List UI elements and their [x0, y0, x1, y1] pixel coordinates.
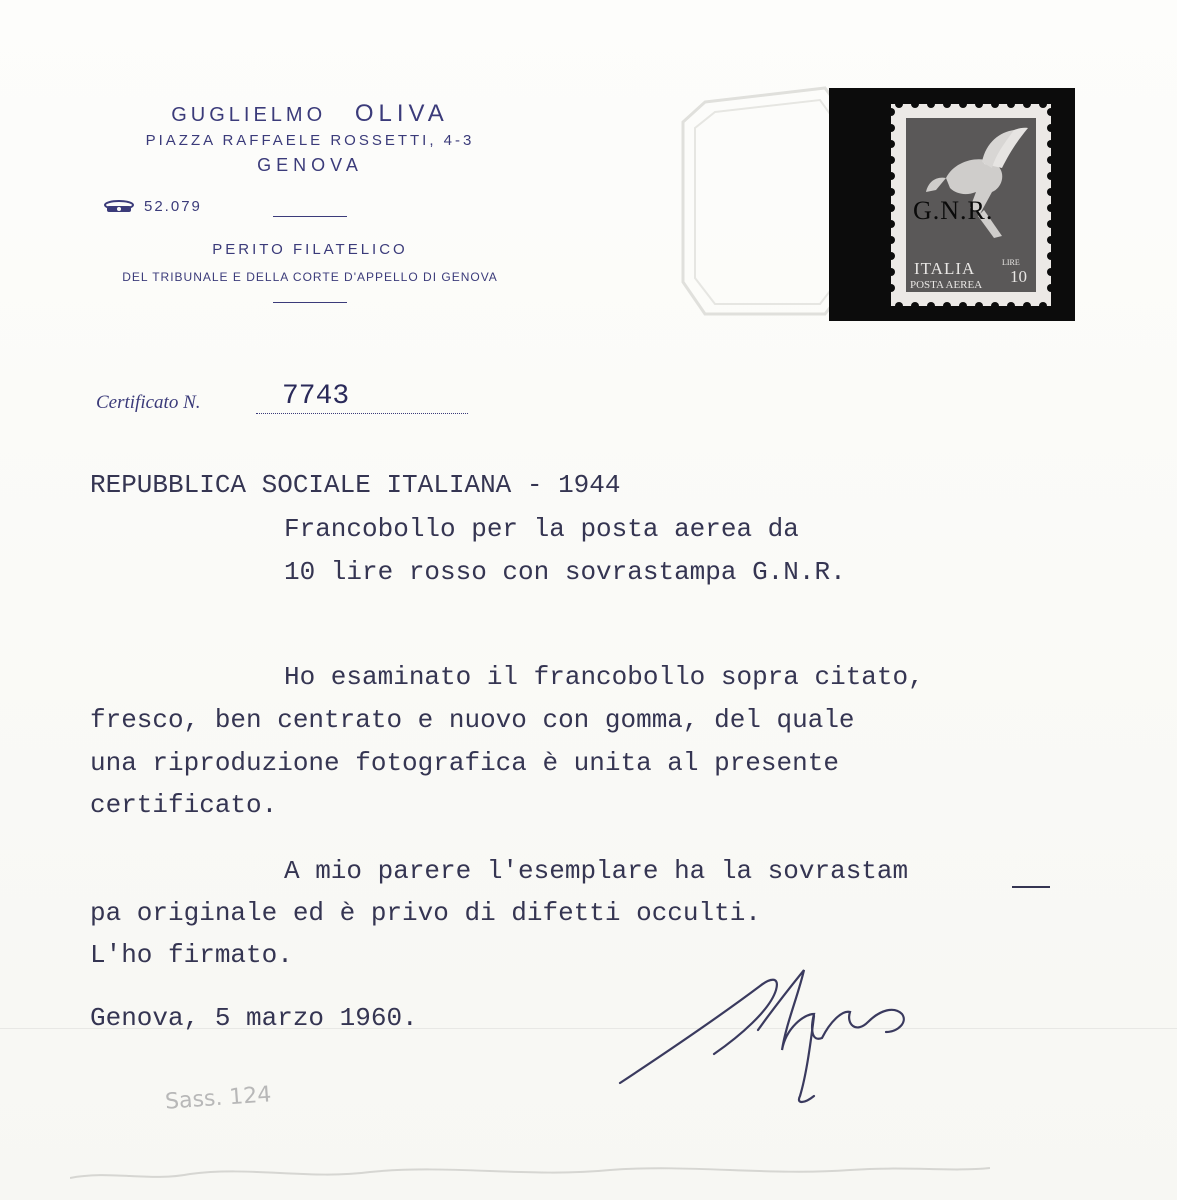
stamp-currency: LIRE	[1002, 258, 1020, 267]
date-line: Genova, 5 marzo 1960.	[90, 1003, 418, 1033]
examination-text-line: una riproduzione fotografica è unita al presente	[90, 748, 839, 778]
telephone-icon	[102, 199, 136, 215]
expert-name	[60, 100, 560, 128]
stamp-value: 10	[1010, 267, 1027, 286]
dotted-line	[256, 413, 468, 414]
certificate-number: 7743	[282, 381, 350, 412]
opinion-text-line: pa originale ed è privo di difetti occulti.	[90, 898, 761, 928]
opinion-text-line: L'ho firmato.	[90, 940, 293, 970]
examination-text-line: certificato.	[90, 790, 278, 820]
letterhead-divider	[273, 302, 347, 303]
pegasus-icon	[906, 118, 1036, 258]
certificate-heading: REPUBBLICA SOCIALE ITALIANA - 1944	[90, 470, 621, 500]
expert-court: DEL TRIBUNALE E DELLA CORTE D'APPELLO DI GENOVA	[122, 270, 498, 284]
airmail-stamp-image	[891, 104, 1051, 306]
pencil-catalogue-note: Sass. 124	[164, 1082, 273, 1115]
expert-last-name: OLIVA	[354, 100, 449, 127]
certificate-number-line	[96, 380, 468, 416]
expert-address: PIAZZA RAFFAELE ROSSETTI, 4-3	[145, 132, 475, 149]
stamp-overprint: G.N.R.	[913, 196, 994, 225]
expert-first-name: GUGLIELMO	[171, 104, 327, 126]
faint-pencil-scribble	[70, 1148, 990, 1188]
handwritten-signature	[610, 958, 960, 1108]
certificate-label: Certificato N.	[96, 392, 201, 413]
stamp-country: ITALIA	[914, 259, 976, 278]
examination-text-line: Ho esaminato il francobollo sopra citato,	[284, 662, 924, 692]
stamp-service: POSTA AEREA	[910, 279, 983, 291]
typed-underline	[1012, 886, 1050, 888]
stamp-description-line: 10 lire rosso con sovrastampa G.N.R.	[284, 557, 846, 587]
letterhead-divider	[273, 216, 347, 217]
stamp-description-line: Francobollo per la posta aerea da	[284, 514, 799, 544]
examination-text-line: fresco, ben centrato e nuovo con gomma, del quale	[90, 705, 855, 735]
phone-line	[102, 198, 202, 215]
phone-number: 52.079	[144, 198, 202, 215]
letterhead	[60, 100, 560, 303]
expert-city: GENOVA	[257, 155, 363, 175]
opinion-text-line: A mio parere l'esemplare ha la sovrastam	[284, 856, 909, 886]
expert-role: PERITO FILATELICO	[212, 241, 408, 258]
